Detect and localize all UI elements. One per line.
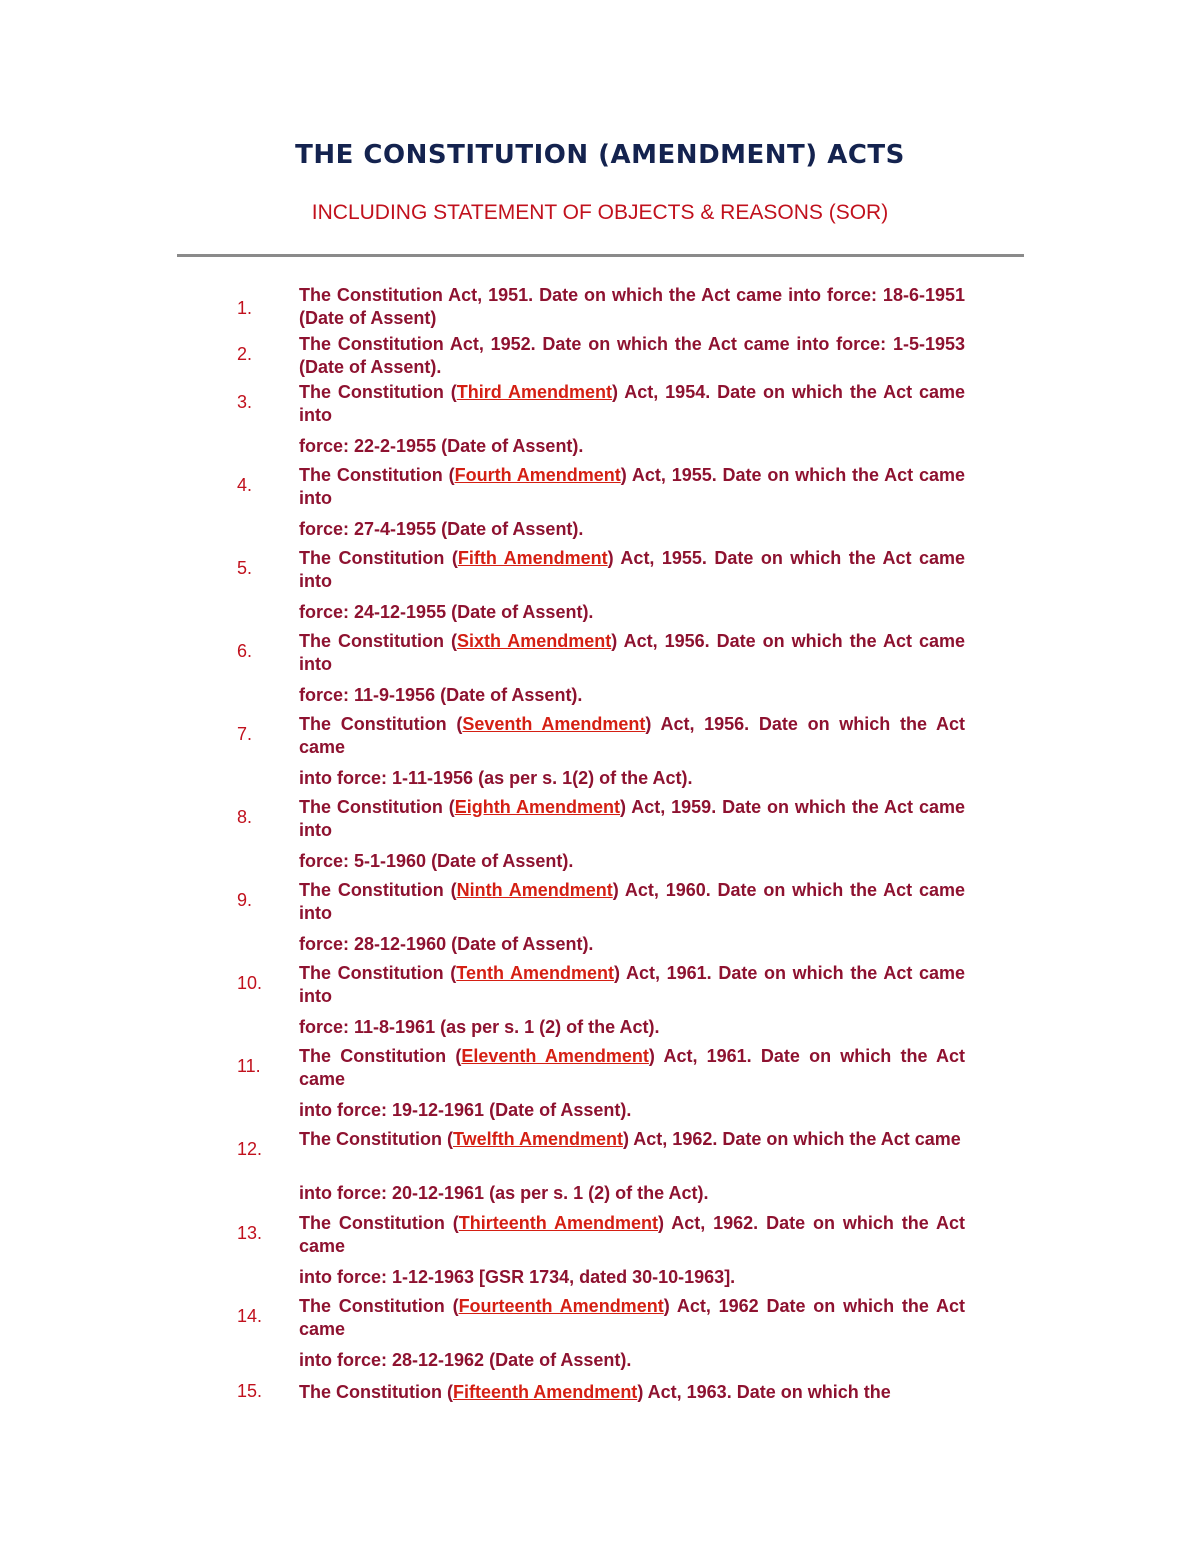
item-continuation: into force: 20-12-1961 (as per s. 1 (2) of the Act). [299, 1183, 709, 1203]
list-item [0, 962, 1200, 1045]
item-number: 1. [237, 298, 253, 318]
item-number: 10. [237, 973, 263, 993]
item-text-pre: The Constitution ( [299, 963, 457, 983]
list-item [0, 879, 1200, 962]
item-text-pre: The Constitution ( [299, 382, 457, 402]
item-text-pre: The Constitution Act, 1951. Date on which the Act came into force: 18-6-1951 (Date of Assent) [299, 285, 965, 328]
item-text [299, 630, 965, 676]
item-text-pre: The Constitution ( [299, 548, 458, 568]
item-number: 13. [237, 1223, 263, 1243]
item-text-post: ) Act, 1954. Date on which the Act came into [299, 382, 966, 425]
item-text-pre: The Constitution ( [299, 1382, 453, 1402]
item-number: 2. [237, 344, 253, 364]
item-number: 14. [237, 1306, 263, 1326]
item-text-post: ) Act, 1956. Date on which the Act came into [299, 631, 965, 674]
item-continuation: into force: 1-12-1963 [GSR 1734, dated 30-10-1963]. [299, 1267, 736, 1287]
item-text [299, 1381, 965, 1404]
item-text-post: ) Act, 1962 Date on which the Act came [299, 1296, 965, 1339]
item-number: 9. [237, 890, 253, 910]
item-text-post: ) Act, 1962. Date on which the Act came [299, 1213, 965, 1256]
item-number: 5. [237, 558, 253, 578]
item-text [299, 796, 965, 842]
item-text-post: ) Act, 1962. Date on which the Act came [622, 1129, 961, 1149]
list-item [0, 713, 1200, 796]
fourth-amendment-link[interactable]: Fourth Amendment [454, 465, 621, 485]
thirteenth-amendment-link[interactable]: Thirteenth Amendment [458, 1213, 658, 1233]
seventh-amendment-link[interactable]: Seventh Amendment [462, 714, 646, 734]
item-text-pre: The Constitution ( [299, 1046, 462, 1066]
item-text [299, 879, 965, 925]
item-number: 4. [237, 475, 253, 495]
item-text-post: ) Act, 1955. Date on which the Act came into [299, 548, 966, 591]
item-continuation: force: 11-8-1961 (as per s. 1 (2) of the Act). [299, 1017, 660, 1037]
item-text [299, 1128, 965, 1151]
item-text-post: ) Act, 1955. Date on which the Act came into [299, 465, 965, 508]
item-number: 6. [237, 641, 253, 661]
eleventh-amendment-link[interactable]: Eleventh Amendment [461, 1046, 649, 1066]
item-text-post: ) Act, 1963. Date on which the [637, 1382, 891, 1402]
item-text [299, 962, 965, 1008]
item-continuation: force: 5-1-1960 (Date of Assent). [299, 851, 574, 871]
item-text-post: ) Act, 1956. Date on which the Act came [299, 714, 965, 757]
item-continuation: force: 22-2-1955 (Date of Assent). [299, 436, 584, 456]
item-text-post: ) Act, 1959. Date on which the Act came into [299, 797, 965, 840]
list-item [0, 1045, 1200, 1128]
item-number: 7. [237, 724, 253, 744]
item-text [299, 1045, 965, 1091]
twelfth-amendment-link[interactable]: Twelfth Amendment [452, 1129, 623, 1149]
list-item [0, 464, 1200, 547]
list-item [0, 1128, 1200, 1212]
item-text [299, 464, 965, 510]
page-title: THE CONSTITUTION (AMENDMENT) ACTS [295, 140, 905, 170]
item-text [299, 284, 965, 330]
eighth-amendment-link[interactable]: Eighth Amendment [454, 797, 621, 817]
list-item [0, 1295, 1200, 1381]
item-number: 15. [237, 1381, 263, 1401]
item-text [299, 333, 965, 379]
item-text-pre: The Constitution ( [299, 880, 457, 900]
item-text-post: ) Act, 1960. Date on which the Act came into [299, 880, 965, 923]
item-number: 12. [237, 1139, 263, 1159]
tenth-amendment-link[interactable]: Tenth Amendment [456, 963, 614, 983]
item-text [299, 713, 965, 759]
item-number: 8. [237, 807, 253, 827]
item-text-pre: The Constitution ( [299, 797, 455, 817]
sixth-amendment-link[interactable]: Sixth Amendment [456, 631, 612, 651]
fifteenth-amendment-link[interactable]: Fifteenth Amendment [452, 1382, 638, 1402]
item-continuation: force: 28-12-1960 (Date of Assent). [299, 934, 594, 954]
item-text-pre: The Constitution ( [299, 465, 455, 485]
item-text-pre: The Constitution ( [299, 1213, 459, 1233]
item-text [299, 547, 965, 593]
item-text [299, 381, 965, 427]
list-item [0, 630, 1200, 713]
item-continuation: force: 24-12-1955 (Date of Assent). [299, 602, 594, 622]
page-subtitle: INCLUDING STATEMENT OF OBJECTS & REASONS (SOR) [311, 201, 889, 224]
list-item [0, 547, 1200, 630]
list-item [0, 333, 1200, 381]
list-item [0, 1212, 1200, 1295]
list-item [0, 796, 1200, 879]
list-item [0, 381, 1200, 464]
item-text [299, 1212, 965, 1258]
item-continuation: into force: 1-11-1956 (as per s. 1(2) of the Act). [299, 768, 693, 788]
item-continuation: force: 27-4-1955 (Date of Assent). [299, 519, 584, 539]
amendment-list [0, 284, 1200, 1411]
item-continuation: force: 11-9-1956 (Date of Assent). [299, 685, 583, 705]
ninth-amendment-link[interactable]: Ninth Amendment [456, 880, 613, 900]
list-item [0, 1381, 1200, 1411]
horizontal-rule [177, 254, 1024, 257]
item-continuation: into force: 28-12-1962 (Date of Assent). [299, 1350, 632, 1370]
third-amendment-link[interactable]: Third Amendment [456, 382, 613, 402]
fourteenth-amendment-link[interactable]: Fourteenth Amendment [458, 1296, 664, 1316]
item-text-pre: The Constitution Act, 1952. Date on which the Act came into force: 1-5-1953 (Date of Assent). [299, 334, 965, 377]
item-text-pre: The Constitution ( [299, 631, 457, 651]
item-text-pre: The Constitution ( [299, 1296, 459, 1316]
item-text-post: ) Act, 1961. Date on which the Act came into [299, 963, 966, 1006]
item-text-pre: The Constitution ( [299, 1129, 453, 1149]
item-number: 3. [237, 392, 253, 412]
item-text-post: ) Act, 1961. Date on which the Act came [299, 1046, 965, 1089]
item-continuation: into force: 19-12-1961 (Date of Assent). [299, 1100, 632, 1120]
item-text [299, 1295, 965, 1341]
list-item [0, 284, 1200, 333]
item-number: 11. [237, 1056, 261, 1076]
item-text-pre: The Constitution ( [299, 714, 463, 734]
fifth-amendment-link[interactable]: Fifth Amendment [457, 548, 608, 568]
